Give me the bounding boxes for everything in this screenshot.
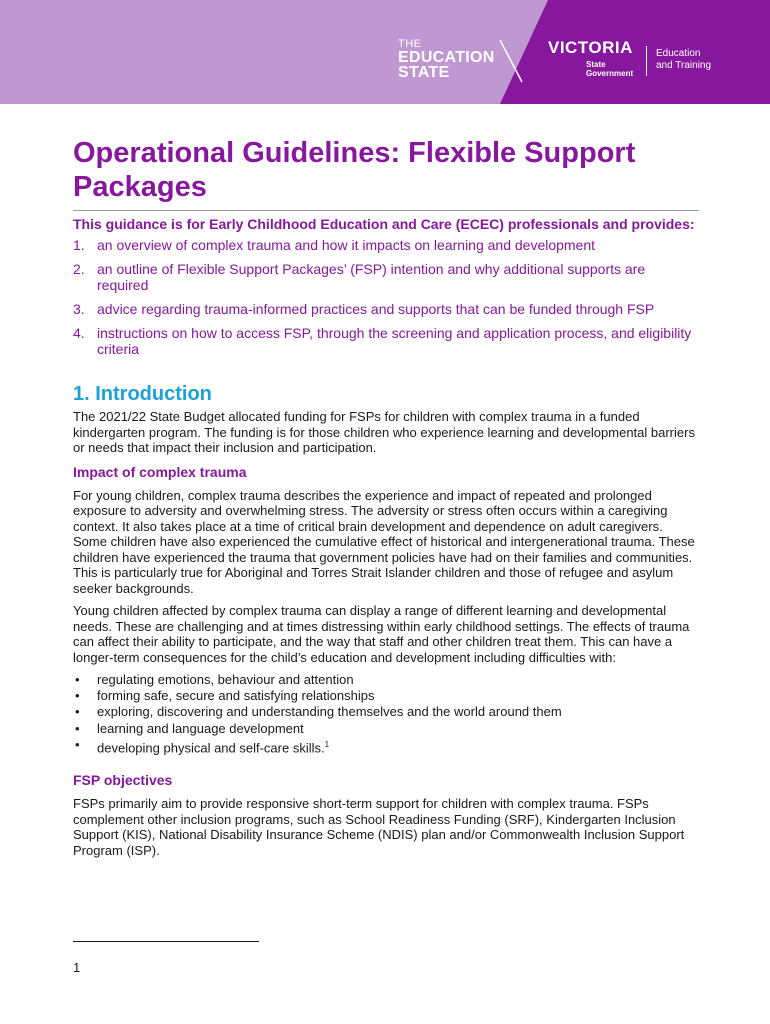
edu-the: THE	[398, 38, 422, 50]
document-body	[73, 136, 699, 865]
bullet-icon: •	[75, 672, 80, 687]
item-text: developing physical and self-care skills.	[97, 740, 325, 756]
objectives-paragraph: FSPs primarily aim to provide responsive short-term support for children with complex trauma. FSPs complement other inclusion programs, such as School Readiness Funding (SRF), Kindergarten Inclusion Support (KIS), National Disability Insurance Scheme (NDIS) plan and/or Commonwealth Inclusion Support Program (ISP).	[73, 796, 685, 858]
difficulties-list	[73, 672, 699, 756]
list-item	[73, 261, 699, 293]
guidance-lead: This guidance is for Early Childhood Education and Care (ECEC) professionals and provides:	[73, 216, 695, 232]
list-item	[73, 325, 699, 357]
title-line2: Packages	[73, 171, 207, 203]
footnote-reference[interactable]: 1	[324, 739, 330, 749]
impact-paragraph-2: Young children affected by complex trauma can display a range of different learning and developmental needs. These are challenging and at times distressing within early childhood settings. The effects of trauma can affect their ability to participate, and the way that staff and other children treat them. This can have a longer-term consequences for the child’s education and development including difficulties with:	[73, 603, 690, 665]
list-item	[73, 672, 699, 688]
item-number: 4.	[73, 325, 85, 341]
dept-line2: and Training	[656, 60, 712, 71]
bullet-icon: •	[75, 736, 80, 752]
item-number: 3.	[73, 301, 85, 317]
victoria-government-logo	[548, 38, 633, 78]
slash-mark	[0, 0, 770, 104]
item-text: instructions on how to access FSP, through the screening and application process, and eligibility criteria	[97, 325, 692, 357]
department-name	[656, 48, 711, 72]
subheading-objectives: FSP objectives	[73, 772, 173, 789]
title-line1: Operational Guidelines: Flexible Support	[73, 137, 636, 169]
item-text: learning and language development	[97, 720, 304, 736]
item-text: regulating emotions, behaviour and attention	[97, 672, 354, 687]
vic-gov-line1: State	[586, 60, 606, 69]
vic-name: VICTORIA	[548, 38, 633, 57]
item-number: 1.	[73, 237, 85, 253]
list-item	[73, 704, 699, 720]
list-item	[73, 737, 699, 757]
edu-line2: STATE	[398, 64, 450, 81]
item-text: forming safe, secure and satisfying relationships	[97, 688, 375, 704]
item-text: an overview of complex trauma and how it impacts on learning and development	[97, 237, 596, 253]
aims-list	[73, 237, 699, 357]
bullet-icon: •	[75, 688, 80, 704]
impact-paragraph-1: For young children, complex trauma describes the experience and impact of repeated and prolonged exposure to adversity and overwhelming stress. The adversity or stress often occurs within a caregiving context. It also takes place at a time of critical brain development and dependence on adult caregivers. Some children have also experienced the cumulative effect of historical and intergenerational trauma. These children have experienced the trauma that government policies have had on their families and communities. This is particularly true for Aboriginal and Torres Strait Islander children and those of refugee and asylum seeker backgrounds.	[73, 487, 695, 596]
list-item	[73, 301, 699, 317]
list-item	[73, 688, 699, 704]
bullet-icon: •	[75, 704, 80, 720]
dept-line1: Education	[656, 48, 701, 59]
header-banner	[0, 0, 770, 104]
section-heading-introduction: 1. Introduction	[73, 383, 212, 405]
logo-divider	[646, 46, 647, 76]
page-number: 1	[73, 960, 81, 975]
item-text: an outline of Flexible Support Packages’ (FSP) intention and why additional supports are required	[97, 261, 646, 293]
vic-gov-line2: Government	[586, 69, 634, 78]
item-number: 2.	[73, 261, 85, 277]
bullet-icon: •	[75, 720, 80, 736]
subheading-impact: Impact of complex trauma	[73, 463, 247, 480]
edu-line1: EDUCATION	[398, 49, 495, 66]
footnote-separator	[73, 941, 259, 942]
item-text: advice regarding trauma-informed practices and supports that can be funded through FSP	[97, 301, 655, 317]
page-title	[73, 136, 699, 211]
item-text: exploring, discovering and understanding themselves and the world around them	[97, 704, 562, 720]
introduction-paragraph: The 2021/22 State Budget allocated funding for FSPs for children with complex trauma in a funded kindergarten program. The funding is for those children who experience learning and developmental barriers or needs that impact their inclusion and participation.	[73, 409, 695, 455]
list-item	[73, 721, 699, 737]
list-item	[73, 237, 699, 253]
